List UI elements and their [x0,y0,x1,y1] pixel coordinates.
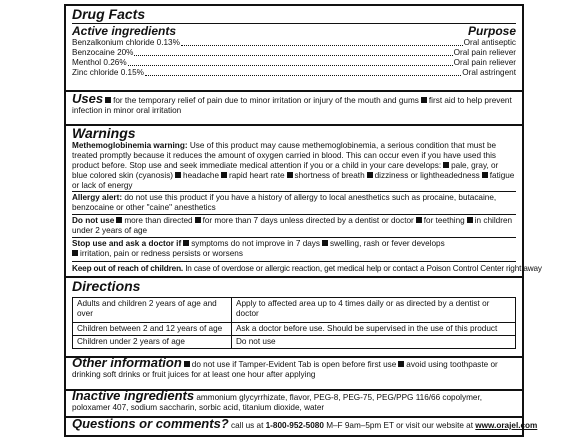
inactive-ingredients-heading: Inactive ingredients [72,388,195,403]
active-rule [66,90,522,92]
methemoglobinemia-warning: Methemoglobinemia warning: Use of this product may cause methemoglobinemia, a serious condition that must be treated promptly because it reduces the amount of oxygen carried in blood. This can occur even if you have used this product before. Stop use and seek immediate medical attention if you or a child in your care develops: pale, gray, or blue colored skin (cyanosis) headache rapid heart rate shortness of breath dizziness or lightheadedness fatigue or lack of energy [72,141,515,190]
table-cell: Ask a doctor before use. Should be supervised in the use of this product [232,323,516,336]
uses-section [66,91,522,116]
table-cell: Apply to affected area up to 4 times daily or as directed by a dentist or doctor [232,298,516,323]
warnings-rule-1 [72,191,516,192]
keep-out-of-reach: Keep out of reach of children. In case of overdose or allergic reaction, get medical help or contact a Poison Control Center right away [72,264,542,273]
active-ingredients-heading: Active ingredients [72,24,177,38]
table-cell: Do not use [232,336,516,349]
label-title: Drug Facts [72,6,146,22]
purpose-heading: Purpose [467,24,516,38]
uses-item: for the temporary relief of pain due to minor irritation or injury of the mouth and gums [113,96,419,105]
bullet-icon [322,240,328,246]
table-cell: Adults and children 2 years of age and over [73,298,232,323]
warnings-section [66,126,522,191]
warnings-rule-4 [72,261,516,262]
bullet-icon [421,97,427,103]
uses-heading: Uses [72,91,104,106]
allergy-alert: Allergy alert: do not use this product if you have a history of allergy to local anesthetics such as procaine, butacaine, benzocaine or other "caine" anesthetics [72,193,497,212]
bullet-icon [416,217,422,223]
other-information-heading: Other information [72,355,182,370]
do-not-use: Do not use more than directed for more than 7 days unless directed by a dentist or doctor for teething in children under 2 years of age [72,216,513,235]
bullet-icon [482,172,488,178]
bullet-icon [467,217,473,223]
table-row [73,323,516,336]
table-row [73,298,516,323]
bullet-icon [183,240,189,246]
ingredient-name: Benzocaine 20% [72,48,134,57]
active-header-row [72,25,516,38]
bullet-icon [287,172,293,178]
bullet-icon [221,172,227,178]
website-link[interactable]: www.orajel.com [475,421,538,430]
other-information-section: Other information do not use if Tamper-Evident Tab is open before first use avoid using toothpaste or drinking soft drinks or fruit juices for at least one hour after applying [72,355,498,379]
ingredient-name: Menthol 0.26% [72,58,127,67]
bullet-icon [105,97,111,103]
ingredient-purpose: Oral pain reliever [453,58,516,67]
title-section [66,7,522,22]
ingredient-purpose: Oral antiseptic [463,38,516,47]
table-row [73,336,516,349]
questions-heading: Questions or comments? [72,416,229,431]
bullet-icon [398,361,404,367]
active-row [72,38,516,48]
active-ingredients-section [66,25,522,78]
phone-number: 1-800-952-5080 [265,421,324,430]
ingredient-name: Benzalkonium chloride 0.13% [72,38,180,47]
uses-item: first aid to help prevent infection in minor oral irritation [72,96,512,115]
bullet-icon [72,250,78,256]
directions-section [66,279,522,349]
warnings-rule-3 [72,237,516,238]
directions-heading: Directions [72,278,141,294]
ingredient-name: Zinc chloride 0.15% [72,68,144,77]
active-row [72,48,516,58]
bullet-icon [116,217,122,223]
warnings-rule-2 [72,214,516,215]
bullet-icon [184,361,190,367]
active-row [72,68,516,78]
ingredient-purpose: Oral pain reliever [453,48,516,57]
warnings-heading: Warnings [72,125,136,141]
table-cell: Children under 2 years of age [73,336,232,349]
directions-table [72,297,516,349]
inactive-ingredients-section: Inactive ingredients ammonium glycyrrhizate, flavor, PEG-8, PEG-75, PEG/PPG 116/66 copolymer, poloxamer 407, sodium saccharin, sorbic acid, titanium dioxide, water [72,388,482,412]
active-row [72,58,516,68]
ingredient-purpose: Oral astringent [462,68,516,77]
stop-use: Stop use and ask a doctor if symptoms do not improve in 7 days swelling, rash or fever develops irritation, pain or redness persists or worsens [72,239,445,258]
bullet-icon [367,172,373,178]
questions-section: Questions or comments? call us at 1-800-952-5080 M–F 9am–5pm ET or visit our website at www.orajel.com [72,416,538,431]
bullet-icon [195,217,201,223]
table-cell: Children between 2 and 12 years of age [73,323,232,336]
bullet-icon [175,172,181,178]
drug-facts-label [64,4,542,437]
bullet-icon [443,162,449,168]
